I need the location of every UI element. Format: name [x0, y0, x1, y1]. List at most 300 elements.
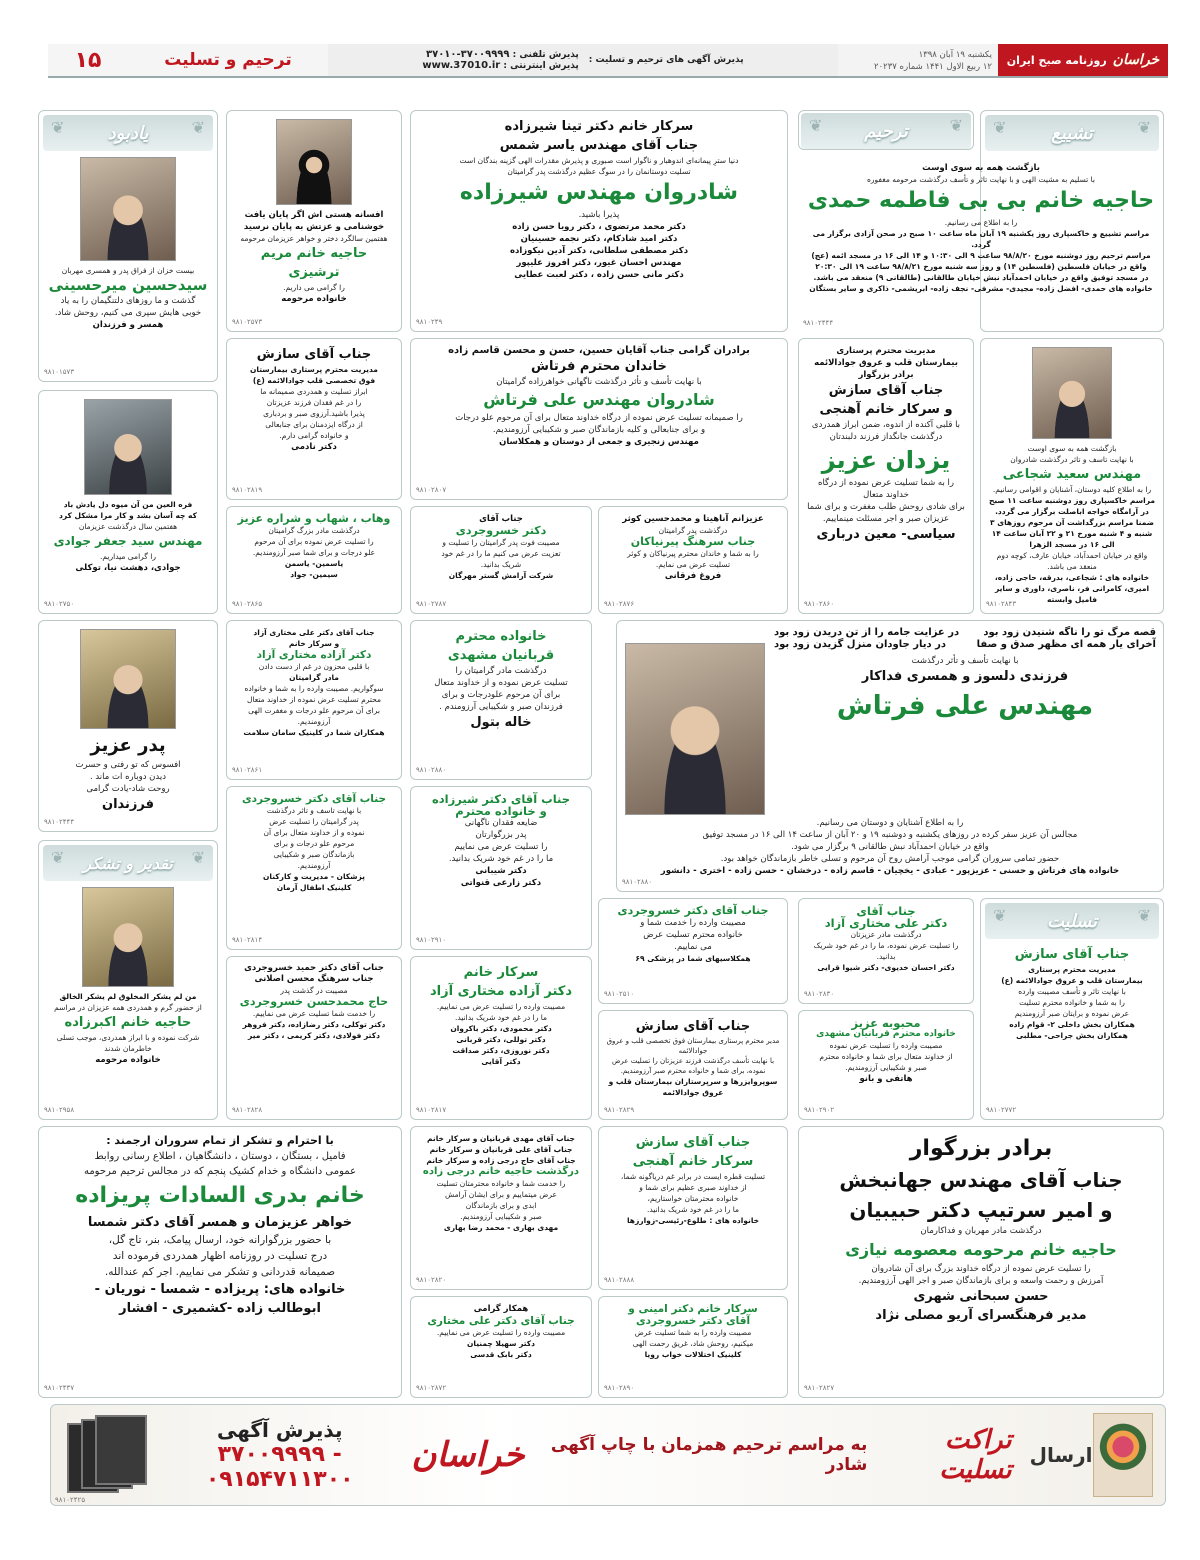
- notice-kowsar: [598, 506, 788, 614]
- poem-line1: قصه مرگ تو را ناگه شنیدن زود بود: [983, 627, 1156, 638]
- parizadeh-line5: با حضور بزرگوارانه خود، ارسال پیامک، بنر، تاج گل،: [108, 1234, 332, 1246]
- jahanbakhsh-deceased-name: حاجیه خانم مرحومه معصومه نیازی: [845, 1240, 1117, 1259]
- reception-info: [328, 44, 838, 76]
- khosrojerdi2-title: جناب آقای دکتر خسروجردی: [241, 793, 387, 805]
- torshizi-line2: خوشنامی و عزتش به پایان نرسید: [243, 222, 385, 232]
- ad-middle-text: به مراسم ترحیم همزمان با چاپ آگهی شادر: [550, 1435, 868, 1475]
- ghorbanian-line2: تسلیت عرض نموده و از خداوند متعال: [434, 678, 568, 688]
- sazesh1-line4: را در غم فقدان فرزند عزیزتان: [266, 398, 362, 407]
- jahanbakhsh-line2: را تسلیت عرض نموده از درگاه خداوند بزرگ برای آن شادروان: [871, 1264, 1091, 1274]
- parizadeh-line7: صمیمانه قدردانی و تشکر می نماییم. اجر کم عندالله.: [104, 1266, 336, 1278]
- parizadeh-line2: فامیل ، بستگان ، دوستان ، دانشگاهیان ، اطلاع رسانی روابط: [94, 1151, 346, 1162]
- mahdi-line3: ابدی و برای بازماندگان: [465, 1201, 537, 1210]
- shirzadeh2-line4: ما را در غم خود شریک بدانید.: [448, 854, 554, 864]
- mahdi-title3: جناب آقای حاج درجی زاده و سرکار خانم: [426, 1156, 576, 1165]
- ad-code: ۹۸۱۰۲۸۳۰: [804, 990, 835, 998]
- notice-khosrojerdi-mehregan: [410, 506, 592, 614]
- ad-code: ۹۸۱۰۲۵۱۰: [604, 990, 635, 998]
- sazesh3-title: جناب آقای سازش: [635, 1019, 751, 1034]
- taghdir-line3: شرکت نموده و با ابراز همدردی، موجب تسلی خاطرمان شدند: [56, 1033, 200, 1053]
- mahboobeh-title1: محبوبه عزیز: [851, 1016, 921, 1030]
- mokhtari2-sign: دکتر احسان خدیوی- دکتر شیوا قرایی: [817, 963, 955, 972]
- khosrojerdi3-title: جناب آقای دکتر خسروجردی: [617, 904, 769, 917]
- yazdan-sign: سیاسی- معین درباری: [816, 527, 956, 542]
- taghdir-line1: من لم یشکر المخلوق لم یشکر الخالق: [59, 992, 197, 1001]
- deceased-photo: [80, 629, 176, 729]
- fartash-poem: [774, 627, 1156, 726]
- tashyi-line7: در مسجد توفیق واقع در خیابان احمدآباد نبش خیابان طالقانی (طالقانی ۹) منعقد می باشد.: [813, 273, 1149, 282]
- jahanbakhsh-sign2: مدیر فرهنگسرای آریو مصلی نژاد: [875, 1308, 1087, 1323]
- shirzadeh2-title1: جناب آقای دکتر شیرزاده: [431, 792, 571, 806]
- ad-code: ۹۸۱۰۲۸۰۷: [416, 486, 447, 494]
- fartash1-line1: با نهایت تأسف و تأثر درگذشت ناگهانی خواهرزاده گرامیتان: [496, 377, 702, 387]
- ad-code: ۹۸۱۰۲۸۶۱: [232, 766, 263, 774]
- notice-wahab: [226, 506, 402, 614]
- poem-line3: آخرای یار همه ای مظهر صدق و صفا: [976, 639, 1156, 650]
- fartash-main-line6: حضور تمامی سروران گرامی موجب آرامش روح آن مرحوم و تسلی خاطر بازماندگان خواهد بود.: [720, 854, 1060, 864]
- mahdi-title4: درگذشت حاجیه خانم درجی زاده: [422, 1166, 580, 1177]
- ad-code: ۹۸۱۰۲۴۴۴: [803, 319, 834, 327]
- amini-title1: سرکار خانم دکتر امینی و: [628, 1303, 758, 1315]
- tashyi-line6: واقع در خیابان فلسطین (فلسطین ۱۴) و روز سه شنبه مورخ ۹۸/۸/۲۱ ساعت ۱۹ الی ۲۰:۳۰: [815, 262, 1147, 271]
- wahab-line1: درگذشت مادر بزرگ گرامیتان: [268, 526, 360, 535]
- ad-code: ۹۸۱۰۲۷۵۰: [44, 600, 75, 608]
- wahab-line3: علو درجات و برای شما صبر آرزومندیم.: [252, 548, 376, 557]
- notice-pedar-aziz: [38, 620, 218, 832]
- taghdir-line2: از حضور گرم و همدردی همه عزیزان در مراسم: [54, 1003, 202, 1012]
- banner-tashyi: ❦ تشییع ❦: [985, 115, 1159, 151]
- notice-mokhtari-khadivi: [798, 898, 974, 1004]
- sazesh1-line6: از درگاه ایزدمنان برای جنابعالی: [265, 420, 363, 429]
- fartash-main-line3: را به اطلاع آشنایان و دوستان می رسانیم.: [816, 818, 964, 828]
- ghorbanian-title2: قربانیان مشهدی: [447, 648, 555, 663]
- sazesh4-line2: از خداوند صبری عظیم برای شما و: [639, 1183, 747, 1192]
- hamkar-sign1: دکتر سهیلا چمنیان: [466, 1339, 536, 1348]
- shirzadeh-sign1: دکتر محمد مرتضوی ، دکتر رویا حسن زاده: [512, 222, 686, 232]
- yadbood2-line3: هفتمین سال درگذشت عزیزمان: [78, 522, 178, 531]
- sazesh3-line1: مدیر محترم پرستاری بیمارستان فوق تخصصی قلب و عروق جوادالائمه: [606, 1037, 780, 1055]
- shirzadeh2-line3: را تسلیت عرض می نماییم: [454, 842, 548, 852]
- mahboobeh-sign: هاتفی و بانو: [859, 1074, 913, 1084]
- hamkar-title2: جناب آقای دکتر علی مختاری: [427, 1315, 575, 1327]
- ad-code: ۹۸۱۰۲۷۸۷: [416, 600, 447, 608]
- ad-slogan: [412, 1425, 1093, 1485]
- hamid-deceased-name: حاج محمدحسن خسروجردی: [239, 995, 389, 1008]
- mahboobeh-line2: از خداوند متعال برای شما و خانواده محترم: [819, 1052, 953, 1061]
- hamid-sign1: دکتر توکلی، دکتر رضازاده، دکتر فروهر: [242, 1020, 386, 1029]
- sazesh2-sign: همکاران بخش جراحی- مطلبی: [1016, 1031, 1128, 1040]
- ad-code: ۹۸۱۰۲۴۹: [416, 318, 443, 326]
- notice-fartash-brothers: [410, 338, 788, 500]
- issue-date-line1: یکشنبه ۱۹ آبان ۱۳۹۸: [918, 50, 992, 60]
- shirzadeh2-line1: ضایعه فقدان ناگهانی: [464, 818, 538, 828]
- parizadeh-line3: عمومی دانشگاه و خدام کشیک پنجم که در مجالس ترحیم مرحومه: [83, 1166, 357, 1177]
- notice-sazesh-supervisors: [598, 1010, 788, 1120]
- khosrojerdi2-line5: بازماندگان صبر و شکیبایی: [273, 850, 355, 859]
- notice-yazdan: [798, 338, 974, 614]
- notice-shirzadeh: [410, 110, 788, 332]
- mahdi-sign: مهدی بهاری - محمد رضا بهاری: [443, 1223, 559, 1232]
- newspaper-logo: خراسان: [1112, 52, 1160, 68]
- notice-parizadeh-thanks: [38, 1126, 402, 1398]
- parizadeh-line6: درج تسلیت در روزنامه اظهار همدردی فرموده اند: [112, 1250, 328, 1262]
- ad-code: ۹۸۱۰۲۸۲۸: [232, 1106, 263, 1114]
- banner-tarhim-box: [798, 110, 974, 150]
- shojaei-line2: با نهایت تاسف و تاثر درگذشت شادروان: [1010, 455, 1134, 464]
- deceased-photo: [1032, 347, 1112, 439]
- issue-date: [838, 44, 998, 76]
- deceased-photo: [625, 643, 765, 815]
- notice-amini: [598, 1296, 788, 1398]
- mokhtari2-title1: جناب آقای: [856, 904, 916, 918]
- wahab-title: وهاب ، شهاب و شراره عزیز: [237, 512, 391, 525]
- deceased-photo: [80, 157, 176, 261]
- ad-code: ۹۸۱۰۲۸۱۹: [232, 486, 263, 494]
- shirzadeh-sign5: دکتر مانی حسن زاده ، دکتر لعبت عطایی: [514, 270, 684, 280]
- yazdan-line7: برای شادی روحش طلب مغفرت و برای شما: [807, 502, 965, 512]
- issue-date-line2: ۱۲ ربیع الاول ۱۴۴۱ شماره ۲۰۲۳۷: [874, 62, 992, 72]
- mokhtari2-line1: درگذشت مادر عزیزتان: [850, 930, 922, 939]
- hamkar-sign2: دکتر بابک قدسی: [470, 1350, 532, 1359]
- yadbood1-line2: گذشت و ما روزهای دلتنگیمان را به یاد: [60, 296, 196, 306]
- phone-number: ۳۷۰۰۹۹۹۹-۳۷۰۱۰: [425, 49, 510, 60]
- sazesh3-line2: با نهایت تأسف درگذشت فرزند عزیزتان را تسلیت عرض نموده، برای شما و خانواده محترم صبر آرزومندیم.: [611, 1057, 775, 1075]
- yazdan-line1: مدیریت محترم پرستاری: [836, 346, 936, 356]
- khosrojerdi2-line4: مرحوم علو درجات و برای: [273, 839, 355, 848]
- khosrojerdi1-line3: شریک بدانید.: [480, 560, 522, 569]
- pedar-line1: افسوس که تو رفتی و حسرت: [75, 760, 181, 770]
- shirzadeh2-sign2: دکتر زارعی قنواتی: [460, 878, 542, 888]
- khosrojerdi2-sign2: کلینیک اطفال آرمان: [276, 883, 352, 892]
- fartash1-title1: برادران گرامی جناب آقایان حسین، حسن و محسن قاسم زاده: [448, 345, 750, 356]
- fartash-main-details: [625, 817, 1155, 877]
- sazesh2-title: جناب آقای سازش: [1014, 947, 1130, 962]
- sazesh1-line5: پذیرا باشید.آرزوی صبر و بردباری: [263, 409, 365, 418]
- mokhtari1-line1: با قلبی محزون در غم از دست دادن: [258, 662, 370, 671]
- wahab-line2: را تسلیت عرض نموده برای آن مرحوم: [254, 537, 374, 546]
- parizadeh-line4: خواهر عزیزمان و همسر آقای دکتر شمسا: [87, 1215, 353, 1230]
- hamid-title1: جناب آقای دکتر حمید خسروجردی: [244, 963, 384, 973]
- hamid-title2: جناب سرهنگ محسن اصلانی: [254, 974, 374, 984]
- ad-code: ۹۸۱۰۲۵۷۳: [232, 318, 263, 326]
- fartash-main-line4: مجالس آن عزیز سفر کرده در روزهای یکشنبه و دوشنبه ۱۹ و ۲۰ آبان از ساعت ۱۴ الی ۱۶ در مسجد توفیق: [702, 830, 1078, 840]
- cards-stack-icon: [63, 1413, 148, 1497]
- ad-contact: [148, 1418, 412, 1492]
- notice-hamkar-mokhtari: [410, 1296, 592, 1398]
- poem-line2: در عزایت جامه را از تن دریدن زود بود: [774, 627, 960, 638]
- fartash-main-deceased-name: مهندس علی فرتاش: [836, 691, 1094, 721]
- ghorbanian-line4: فرزندان صبر و شکیبایی آرزومندم .: [439, 702, 563, 712]
- pedar-line2: دیدن دوباره ات ماند .: [89, 772, 167, 782]
- fartash-main-line2: فرزندی دلسوز و همسری فداکار: [861, 669, 1069, 684]
- yazdan-line8: عزیزان صبر و اجر مسئلت مینماییم.: [822, 514, 950, 524]
- poem-line4: در دیار جاودان منزل گزیدن زود بود: [774, 639, 946, 650]
- ghorbanian-sign: خاله بتول: [470, 715, 532, 730]
- sazesh2-line5: عرض نموده و برایتان صبر آرزومندیم: [1014, 1009, 1130, 1018]
- shojaei-line3: را به اطلاع کلیه دوستان، آشنایان و اقوامی رسانیم.: [992, 485, 1152, 494]
- ad-code: ۹۸۱۰۲۸۸۸: [604, 1276, 635, 1284]
- fartash-main-families: خانواده های فرتاش و حسنی - عزیزپور - عبادی - یخچیان - قاسم زاده - درخشان - حسن زاده - اختری - دانشور: [660, 866, 1120, 876]
- tashyi-line5: مراسم ترحیم روز دوشنبه مورخ ۹۸/۸/۲۰ ساعت ۹ الی ۱۰:۳۰ و ۱۴ الی ۱۶ در مسجد ائمه (عج): [811, 251, 1151, 260]
- khosrojerdi3-sign: همکلاسیهای شما در پزشکی ۶۹: [635, 954, 751, 963]
- mokhtari1-title2: و سرکار خانم: [288, 639, 340, 648]
- shirzadeh2-title2: و خانواده محترم: [455, 804, 547, 818]
- sazesh2-line2: بیمارستان قلب و عروق جوادالائمه (ع): [1001, 976, 1143, 985]
- torshizi-line3: هفتمین سالگرد دختر و خواهر عزیزمان مرحومه: [240, 234, 388, 243]
- mokhtari1-line3: سوگواریم. مصیبت وارده را به شما و خانواده: [244, 684, 384, 693]
- torshizi-deceased-name: حاجیه خانم مریم ترشیزی: [260, 246, 368, 280]
- notice-tashyi-body: [798, 156, 1164, 332]
- sazesh3-sign2: عروق جوادالائمه: [662, 1088, 724, 1097]
- ad-phone-numbers[interactable]: ۳۷۰۰۹۹۹۹ - ۰۹۱۵۴۷۱۱۳۰۰: [205, 1442, 354, 1492]
- yazdan-line2: بیمارستان قلب و عروق جوادالائمه: [814, 358, 958, 368]
- notice-ghorbanian: [410, 620, 592, 780]
- khosrojerdi1-title1: جناب آقای: [479, 514, 523, 524]
- yazdan-line4: با قلبی آکنده از اندوه، ضمن ابراز همدردی: [811, 420, 961, 430]
- ghorbanian-line1: درگذشت مادر گرامیتان را: [455, 666, 547, 676]
- khosrojerdi2-line1: با نهایت تاسف و تاثر درگذشت: [266, 806, 362, 815]
- sazesh1-line1: مدیریت محترم پرستاری بیمارستان: [250, 365, 378, 374]
- yazdan-title1: جناب آقای سازش: [828, 383, 944, 398]
- banner-tasliat: ❦ تسلیت ❦: [985, 903, 1159, 939]
- kowsar-line3: تسلیت عرض می نمایم.: [655, 560, 731, 569]
- notice-torshizi: [226, 110, 402, 332]
- khosrojerdi1-sign: شرکت آرامش گستر مهرگان: [448, 571, 554, 580]
- ghorbanian-title1: خانواده محترم: [455, 629, 547, 644]
- ad-code: ۹۸۱۰۲۹۰۲: [804, 1106, 835, 1114]
- sazesh3-sign1: سوپروایزرها و سرپرستاران بیمارستان قلب و: [608, 1077, 778, 1086]
- sazesh1-line2: فوق تخصصی قلب جوادالائمه (ع): [252, 376, 376, 385]
- notice-mahdi-ghorbanian: [410, 1126, 592, 1290]
- ad-code: ۹۸۱۰۲۴۳۷: [44, 1384, 75, 1392]
- yadbood2-line1: فره العین من آن میوه دل یادش باد: [63, 500, 193, 509]
- deceased-photo: [84, 399, 172, 495]
- mahdi-title2: جناب آقای علی قربانیان و سرکار خانم: [429, 1145, 573, 1154]
- notice-sazesh-javadolaemeh: [980, 898, 1164, 1120]
- ad-code: ۹۸۱۰۲۹۵۸: [44, 1106, 75, 1114]
- hamid-line2: را خدمت شما تسلیت عرض می نماییم.: [252, 1009, 376, 1018]
- ad-code: ۹۸۱۰۲۸۶۰: [804, 600, 835, 608]
- sazesh1-title: جناب آقای سازش: [256, 347, 372, 362]
- yadbood2-sign: جوادی، دهشت نیا، توکلی: [75, 563, 181, 573]
- khosrojerdi1-line1: مصیبت فوت پدر گرامیتان را تسلیت و: [442, 538, 560, 547]
- banner-tarhim: ❦ ترحیم ❦: [801, 113, 971, 149]
- web-label: پذیرش اینترنتی :: [503, 61, 579, 71]
- shojaei-line1: بازگشت همه به سوی اوست: [1027, 444, 1117, 453]
- hamkar-line1: مصیبت وارده را تسلیت عرض می نماییم.: [436, 1328, 566, 1337]
- kowsar-title2: جناب سرهنگ پیرنیاکان: [630, 535, 756, 548]
- khosrojerdi3-line3: می نماییم.: [674, 942, 712, 952]
- fartash1-deceased-name: شادروان مهندس علی فرتاش: [483, 390, 715, 409]
- torshizi-line1: افسانه هستی اش اگر پایان یافت: [244, 210, 384, 220]
- mahdi-line4: صبر و شکیبایی آرزومندیم.: [460, 1212, 542, 1221]
- khosrojerdi2-sign1: پزشکان - مدیریت و کارکنان: [262, 872, 365, 881]
- khosrojerdi2-line2: پدر گرامیتان را تسلیت عرض: [269, 817, 359, 826]
- parizadeh-sign1: خانواده های: پریزاده - شمسا - نوریان -: [94, 1282, 346, 1297]
- ad-code: ۹۸۱۰۲۸۹۰: [604, 1384, 635, 1392]
- ad-code: ۹۸۱۰۱۵۷۳: [44, 368, 75, 376]
- shojaei-families: خانواده های : شجاعی، بدرقه، حاجی زاده، امیری، کامرانی فر، ناصری، داوری و سایر فامیل وابسته: [994, 573, 1150, 604]
- hamid-sign2: دکتر فولادی، دکتر کریمی ، دکتر میر: [248, 1031, 380, 1040]
- jahanbakhsh-sign1: حسن سبحانی شهری: [913, 1289, 1049, 1304]
- sazesh1-line3: ابراز تسلیت و همدردی صمیمانه ما: [260, 387, 368, 396]
- mahboobeh-line3: صبر و شکیبایی آرزومندیم.: [845, 1063, 927, 1072]
- taghdir-sign: خانواده مرحومه: [95, 1055, 161, 1065]
- tashyi-line3: را به اطلاع می رسانیم.: [944, 218, 1018, 227]
- shirzadeh-deceased-name: شادروان مهندس شیرزاده: [459, 180, 739, 205]
- banner-yadbood: ❦ یادبود ❦: [43, 115, 213, 151]
- notice-shirzadeh-shibani: [410, 786, 592, 950]
- mahdi-line1: را خدمت شما و خانواده محترمتان تسلیت: [436, 1179, 566, 1188]
- sazesh4-title1: جناب آقای سازش: [635, 1135, 751, 1150]
- shirzadeh-title1: سرکار خانم دکتر تینا شیرزاده: [504, 119, 694, 134]
- flower-emblem-icon: [1093, 1413, 1153, 1497]
- khosrojerdi1-line2: تعزیت عرض می کنیم ما را در غم خود: [441, 549, 561, 558]
- shirzadeh-line3: پذیرا باشید.: [578, 210, 620, 220]
- tashyi-deceased-name: حاجیه خانم بی بی فاطمه حمدی: [807, 188, 1155, 213]
- jahanbakhsh-title3: و امیر سرتیپ دکتر حبیبیان: [849, 1198, 1113, 1222]
- mahdi-line2: عرض میتماییم و برای ایشان آرامش: [445, 1190, 557, 1199]
- notice-yadbood-mirhoseini: [38, 110, 218, 382]
- amini-line2: میکنیم، روحش شاد، غریق رحمت الهی: [632, 1339, 754, 1348]
- azadeh-sign4: دکتر آقایی: [481, 1057, 521, 1066]
- khosrojerdi3-line2: خانواده محترم تسلیت عرض: [643, 930, 743, 940]
- shirzadeh-sign2: دکتر امید شادکام، دکتر نجمه حسینیان: [520, 234, 678, 244]
- notice-yadbood-javadi: [38, 390, 218, 614]
- fartash1-sign: مهندس زنجیری و جمعی از دوستان و همکلاسان: [499, 437, 699, 447]
- mokhtari1-line4: محترم تسلیت عرض نموده از خداوند متعال: [247, 695, 381, 704]
- sazesh1-sign: دکتر نادمی: [291, 442, 337, 452]
- azadeh-sign1: دکتر محمودی، دکتر باکروان: [450, 1024, 552, 1033]
- mokhtari1-line2: مادر گرامیتان: [289, 673, 339, 682]
- section-title: ترحیم و تسلیت: [128, 44, 328, 76]
- yadbood1-sign: همسر و فرزندان: [92, 320, 164, 330]
- fartash-main-line1: با نهایت تأسف و تأثر درگذشت: [911, 656, 1019, 666]
- shirzadeh2-line2: پدر بزرگوارتان: [475, 830, 527, 840]
- poem-row1: [774, 627, 1156, 639]
- shirzadeh-title2: جناب آقای مهندس یاسر شمس: [499, 138, 699, 153]
- shirzadeh2-sign1: دکتر شیبانی: [475, 866, 527, 876]
- yadbood2-line4: را گرامی میداریم.: [100, 552, 156, 561]
- tashyi-line2: با تسلیم به مشیت الهی و با نهایت تاثر و تأسف درگذشت مرحومه مغفوره: [867, 175, 1095, 184]
- khosrojerdi2-line3: نموده و از خداوند متعال برای آن: [263, 828, 365, 837]
- wahab-sign1: یاسمین- یاسمن: [284, 559, 344, 568]
- sazesh2-line1: مدیریت محترم پرستاری: [1028, 965, 1116, 974]
- parizadeh-line1: با احترام و تشکر از تمام سروران ارجمند :: [106, 1134, 334, 1147]
- notice-sazesh-nademi: [226, 338, 402, 500]
- yadbood1-line3: خوبی هایش سپری می کنیم، روحش شاد.: [54, 308, 202, 318]
- kowsar-line2: را به شما و خاندان محترم پیرنیاکان و کوثر: [627, 549, 759, 558]
- shojaei-line4: مراسم خاکسپاری روز دوشنبه ساعت ۱۱ صبح در آرامگاه خواجه اباصلت برگزار می گردد.: [988, 496, 1156, 516]
- shirzadeh-sign3: دکتر مصطفی سلطانی، دکتر آدین نیکوزاده: [509, 246, 689, 256]
- web-address[interactable]: www.37010.ir: [422, 60, 501, 71]
- torshizi-line4: را گرامی می داریم.: [283, 283, 345, 292]
- shojaei-line6: واقع در خیابان احمدآباد، خیابان عارف، کوچه دوم منعقد می باشد.: [996, 551, 1148, 571]
- notice-azadeh-mokhtari: [410, 956, 592, 1120]
- pedar-name: پدر عزیز: [90, 735, 166, 756]
- sazesh4-title2: سرکار خانم آهنجی: [632, 1154, 754, 1169]
- jahanbakhsh-line1: درگذشت مادر مهربان و فداکارمان: [920, 1226, 1042, 1236]
- azadeh-title1: سرکار خانم: [463, 965, 539, 980]
- footer-advertisement[interactable]: [50, 1404, 1166, 1506]
- hamkar-title1: همکار گرامی: [473, 1304, 529, 1314]
- tashyi-line1: بازگشت همه به سوی اوست: [922, 163, 1040, 173]
- pedar-line3: روحت شاد-یادت گرامی: [86, 784, 170, 794]
- newspaper-brand: [998, 44, 1168, 76]
- ad-code: ۹۸۱۰۲۹۱۰: [416, 936, 447, 944]
- mokhtari1-title3: دکتر آزاده مختاری آزاد: [256, 649, 372, 661]
- shojaei-deceased-name: مهندس سعید شجاعی: [1002, 467, 1142, 482]
- yazdan-line6: را به شما تسلیت عرض نموده از درگاه خداوند متعال: [818, 478, 954, 500]
- deceased-photo: [276, 119, 352, 205]
- mokhtari2-line2: را تسلیت عرض نموده، ما را در غم خود شریک بدانید.: [813, 941, 959, 961]
- shirzadeh-sign4: مهندس احسان غیور، دکتر افروز علیپور: [516, 258, 682, 268]
- shojaei-line5: ضمنا مراسم بزرگداشت آن مرحوم روزهای ۳ شنبه و ۴ شنبه مورخ ۲۱ و ۲۲ آبان ساعت ۱۴ الی ۱۶ در مسجد الزهرا: [990, 518, 1154, 549]
- jahanbakhsh-title2: جناب آقای مهندس جهانبخش: [839, 1168, 1123, 1192]
- notice-sazesh-ahangi: [598, 1126, 788, 1290]
- azadeh-line1: مصیبت وارده را تسلیت عرض می نماییم.: [436, 1002, 566, 1011]
- sazesh2-line4: را به شما و خانواده محترم تسلیت: [1019, 998, 1125, 1007]
- banner-taghdir: ❦ تقدیر و تشکر ❦: [43, 845, 213, 881]
- reception-label: پذیرش آگهی های ترحیم و تسلیت :: [588, 55, 744, 65]
- ghorbanian-line3: برای آن مرحوم علودرجات و برای: [441, 690, 561, 700]
- yazdan-title2: و سرکار خانم آهنجی: [819, 402, 953, 417]
- mokhtari1-title1: جناب آقای دکتر علی مختاری آزاد: [253, 628, 375, 637]
- notice-khosrojerdi-arman: [226, 786, 402, 950]
- pedar-sign: فرزندان: [101, 797, 155, 812]
- ad-code: ۹۸۱۰۲۸۷۶: [604, 600, 635, 608]
- fartash1-line2: را صمیمانه تسلیت عرض نموده از درگاه خداوند متعال برای آن مرحوم علو درجات: [455, 413, 743, 423]
- yazdan-line5: درگذشت جانگداز فرزند دلبندتان: [829, 432, 943, 442]
- azadeh-sign3: دکتر نوروزی، دکتر صداقت: [452, 1046, 550, 1055]
- notice-shojaei: [980, 338, 1164, 614]
- yazdan-deceased-name: یزدان عزیز: [821, 446, 951, 474]
- azadeh-sign2: دکتر توللی، دکتر قربانی: [456, 1035, 546, 1044]
- shirzadeh-line2: تسلیت دوستانمان را در سوگ عظیم درگذشت پدر گرامیتان: [507, 167, 691, 176]
- jahanbakhsh-line3: آمرزش و رحمت واسعه و برای بازماندگان صبر و اجر الهی آرزومندیم.: [858, 1276, 1104, 1286]
- kowsar-sign: فروغ فرقانی: [664, 571, 722, 581]
- ad-code: ۹۸۱۰۲۸۱۷: [416, 1106, 447, 1114]
- ad-code: ۹۸۱۰۲۸۲۹: [604, 1106, 635, 1114]
- ad-code: ۹۸۱۰۲۴۴۴: [44, 818, 75, 826]
- wahab-sign2: سیمین- جواد: [290, 570, 338, 579]
- jahanbakhsh-title1: برادر بزرگوار: [909, 1136, 1053, 1161]
- sazesh4-sign: خانواده های : طلوع-رئیسی-زوارزها: [626, 1216, 760, 1225]
- hamid-line1: مصیبت در گذشت پدر: [280, 986, 348, 995]
- ad-code: ۹۸۱۰۲۸۱۴: [232, 936, 263, 944]
- fartash1-title2: خاندان محترم فرتاش: [531, 359, 667, 374]
- sazesh1-line7: و خانواده گرامی دارم.: [279, 431, 349, 440]
- torshizi-sign: خانواده مرحومه: [281, 294, 347, 304]
- khosrojerdi3-line1: مصیبت وارده را خدمت شما و: [640, 918, 746, 928]
- ad-receive-label: پذیرش آگهی: [216, 1418, 343, 1442]
- page-number: ۱۵: [48, 44, 128, 76]
- ad-send-label: ارسال: [1029, 1443, 1093, 1467]
- yadbood2-deceased-name: مهندس سید جعفر جوادی: [53, 534, 203, 548]
- ad-code: ۹۸۱۰۲۷۷۲: [986, 1106, 1017, 1114]
- ad-code: ۹۸۱۰۲۸۷۲: [416, 1384, 447, 1392]
- mokhtari1-line5: برای آن مرحوم علو درجات و مغفرت الهی آرزومندیم.: [248, 706, 380, 726]
- deceased-photo: [82, 887, 174, 987]
- sazesh4-line3: خانواده محترمتان خواستاریم،: [647, 1194, 739, 1203]
- khosrojerdi2-line6: آرزومندیم.: [297, 861, 331, 870]
- fartash1-line3: و برای جنابعالی و کلیه بازماندگان صبر و شکیبایی آرزومندیم.: [492, 425, 706, 435]
- newspaper-tagline: روزنامه صبح ایران: [1006, 53, 1107, 67]
- notice-mahboobeh: [798, 1010, 974, 1120]
- mokhtari2-title2: دکتر علی مختاری آزاد: [824, 916, 948, 930]
- amini-line1: مصیبت وارده را به شما تسلیت عرض: [634, 1328, 752, 1337]
- notice-khosrojerdi-classmates: [598, 898, 788, 1004]
